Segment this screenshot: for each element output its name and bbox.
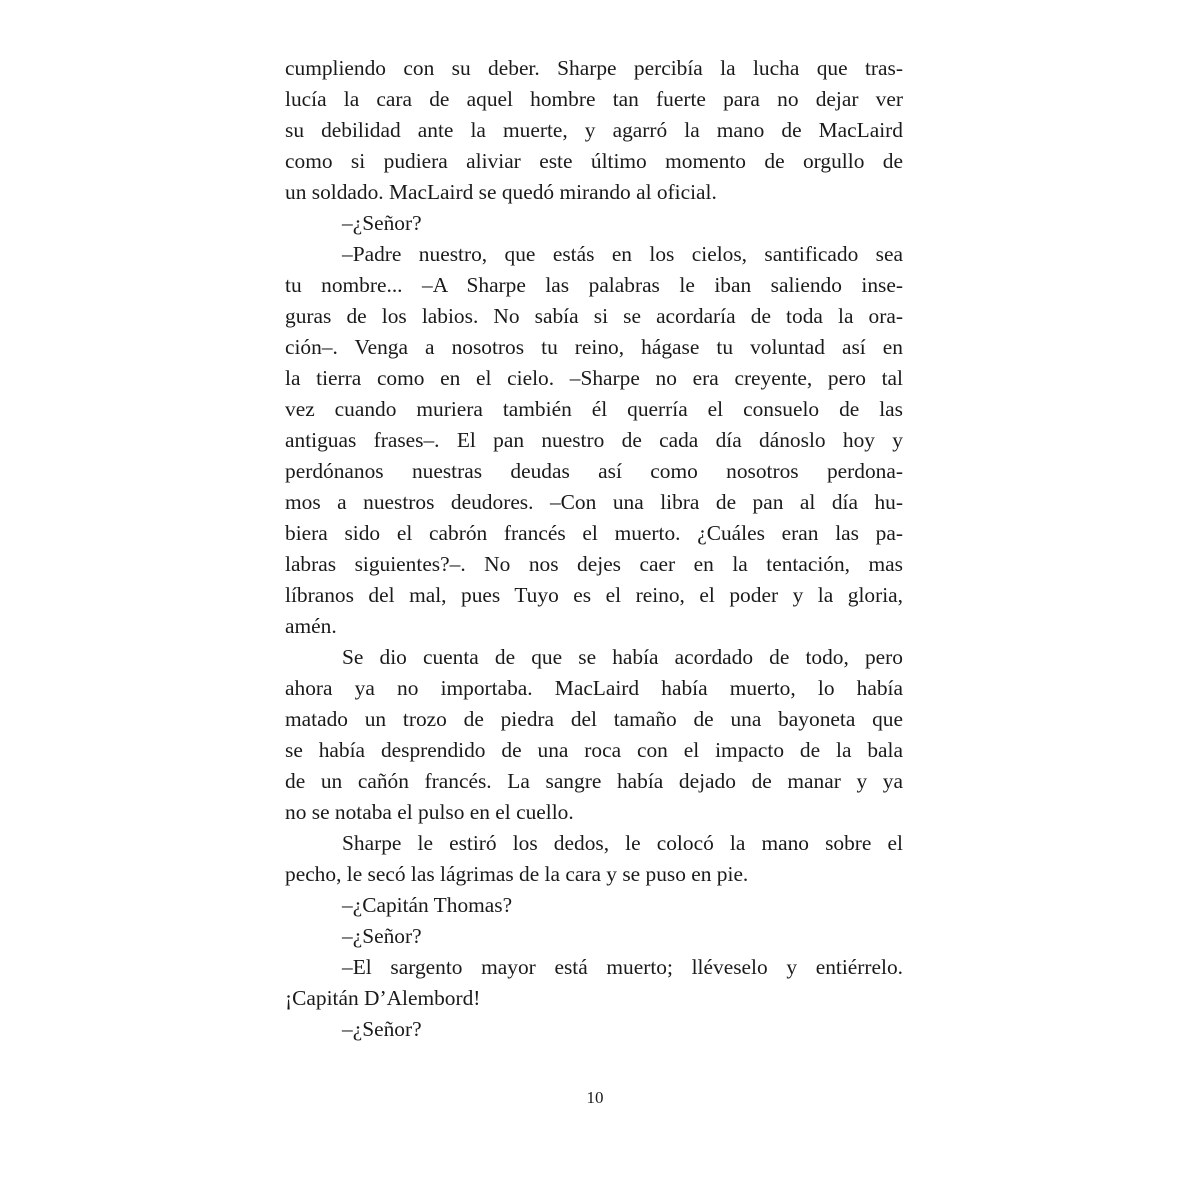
text-line: antiguas frases–. El pan nuestro de cada día dánoslo hoy y <box>285 428 903 452</box>
text-line: –Padre nuestro, que estás en los cielos, santificado sea <box>342 242 903 266</box>
text-line: lucía la cara de aquel hombre tan fuerte para no dejar ver <box>285 87 903 111</box>
text-line: labras siguientes?–. No nos dejes caer en la tentación, mas <box>285 552 903 576</box>
body-text <box>285 53 903 1045</box>
text-line: mos a nuestros deudores. –Con una libra de pan al día hu- <box>285 490 903 514</box>
text-line: la tierra como en el cielo. –Sharpe no era creyente, pero tal <box>285 366 903 390</box>
text-line: matado un trozo de piedra del tamaño de una bayoneta que <box>285 707 903 731</box>
text-line: pecho, le secó las lágrimas de la cara y se puso en pie. <box>285 862 749 886</box>
text-line: Sharpe le estiró los dedos, le colocó la mano sobre el <box>342 831 903 855</box>
text-line: ¡Capitán D’Alembord! <box>285 986 481 1010</box>
text-line: vez cuando muriera también él querría el consuelo de las <box>285 397 903 421</box>
text-line: tu nombre... –A Sharpe las palabras le iban saliendo inse- <box>285 273 903 297</box>
text-line: su debilidad ante la muerte, y agarró la mano de MacLaird <box>285 118 903 142</box>
text-line: –¿Señor? <box>342 924 422 948</box>
page-number: 10 <box>586 1088 604 1107</box>
text-line: ahora ya no importaba. MacLaird había muerto, lo había <box>285 676 903 700</box>
text-line: –¿Señor? <box>342 211 422 235</box>
text-line: –¿Capitán Thomas? <box>342 893 513 917</box>
text-line: como si pudiera aliviar este último momento de orgullo de <box>285 149 903 173</box>
text-line: un soldado. MacLaird se quedó mirando al oficial. <box>285 180 717 204</box>
text-line: amén. <box>285 614 337 638</box>
text-line: ción–. Venga a nosotros tu reino, hágase tu voluntad así en <box>285 335 903 359</box>
text-line: guras de los labios. No sabía si se acordaría de toda la ora- <box>285 304 903 328</box>
text-line: líbranos del mal, pues Tuyo es el reino, el poder y la gloria, <box>285 583 903 607</box>
text-line: Se dio cuenta de que se había acordado de todo, pero <box>342 645 903 669</box>
text-line: se había desprendido de una roca con el impacto de la bala <box>285 738 903 762</box>
text-line: –El sargento mayor está muerto; lléveselo y entiérrelo. <box>342 955 903 979</box>
text-line: –¿Señor? <box>342 1017 422 1041</box>
text-line: biera sido el cabrón francés el muerto. ¿Cuáles eran las pa- <box>285 521 903 545</box>
text-line: de un cañón francés. La sangre había dejado de manar y ya <box>285 769 903 793</box>
text-line: cumpliendo con su deber. Sharpe percibía la lucha que tras- <box>285 56 903 80</box>
text-line: perdónanos nuestras deudas así como nosotros perdona- <box>285 459 903 483</box>
text-line: no se notaba el pulso en el cuello. <box>285 800 574 824</box>
